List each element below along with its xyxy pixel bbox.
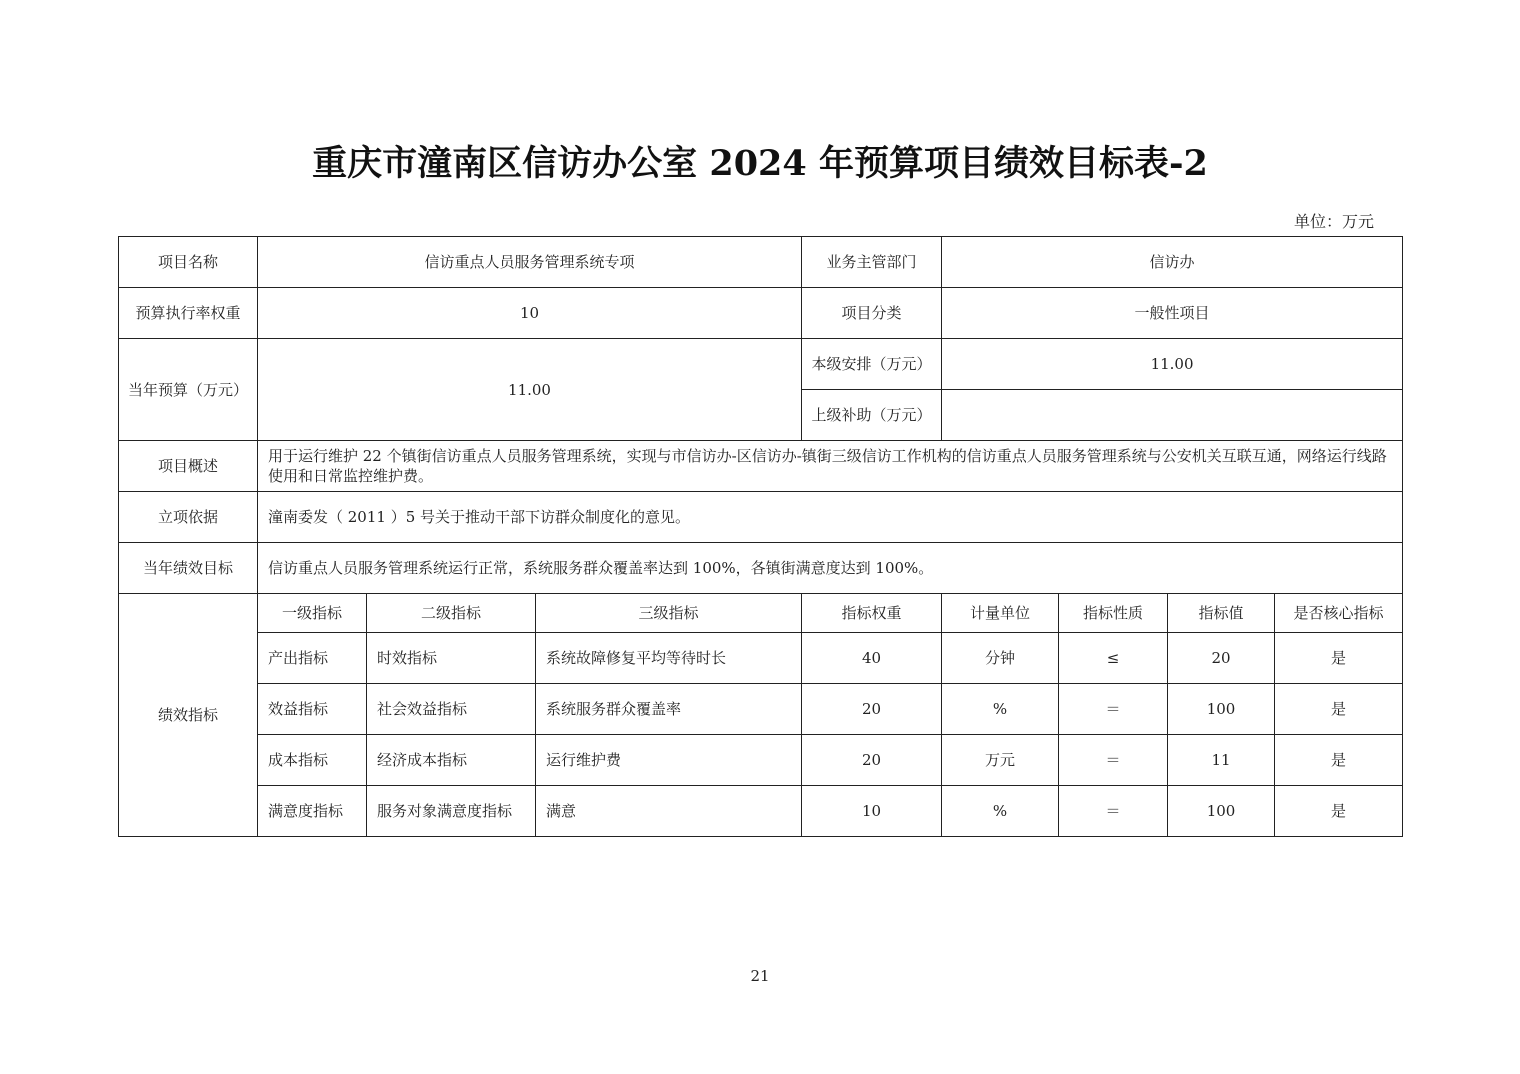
page-number: 21 bbox=[750, 967, 770, 985]
level3-cell: 系统故障修复平均等待时长 bbox=[536, 633, 802, 684]
level1-cell: 满意度指标 bbox=[258, 786, 367, 837]
project-name-label: 项目名称 bbox=[119, 237, 258, 288]
unit-cell: % bbox=[942, 684, 1059, 735]
budget-label: 当年预算（万元） bbox=[119, 339, 258, 441]
row-goal bbox=[119, 543, 1403, 594]
header-cell: 计量单位 bbox=[942, 594, 1059, 633]
header-cell: 指标性质 bbox=[1059, 594, 1168, 633]
row-exec-weight bbox=[119, 288, 1403, 339]
level3-cell: 系统服务群众覆盖率 bbox=[536, 684, 802, 735]
header-cell: 指标权重 bbox=[802, 594, 942, 633]
indicator-row bbox=[119, 786, 1403, 837]
goal-value: 信访重点人员服务管理系统运行正常，系统服务群众覆盖率达到 100%，各镇街满意度达到 100%。 bbox=[258, 543, 1403, 594]
value-cell: 100 bbox=[1168, 786, 1275, 837]
nature-cell: ＝ bbox=[1059, 684, 1168, 735]
level2-cell: 经济成本指标 bbox=[367, 735, 536, 786]
dept-value: 信访办 bbox=[942, 237, 1403, 288]
core-cell: 是 bbox=[1275, 786, 1403, 837]
exec-weight-label: 预算执行率权重 bbox=[119, 288, 258, 339]
core-cell: 是 bbox=[1275, 633, 1403, 684]
level3-cell: 满意 bbox=[536, 786, 802, 837]
core-cell: 是 bbox=[1275, 684, 1403, 735]
performance-table bbox=[118, 236, 1403, 837]
budget-value: 11.00 bbox=[258, 339, 802, 441]
header-cell: 二级指标 bbox=[367, 594, 536, 633]
level1-cell: 效益指标 bbox=[258, 684, 367, 735]
value-cell: 100 bbox=[1168, 684, 1275, 735]
local-label: 本级安排（万元） bbox=[802, 339, 942, 390]
row-basis bbox=[119, 492, 1403, 543]
unit-cell: 万元 bbox=[942, 735, 1059, 786]
weight-cell: 10 bbox=[802, 786, 942, 837]
dept-label: 业务主管部门 bbox=[802, 237, 942, 288]
level3-cell: 运行维护费 bbox=[536, 735, 802, 786]
page-title: 重庆市潼南区信访办公室 2024 年预算项目绩效目标表-2 bbox=[312, 143, 1208, 184]
value-cell: 11 bbox=[1168, 735, 1275, 786]
nature-cell: ＝ bbox=[1059, 786, 1168, 837]
nature-cell: ≤ bbox=[1059, 633, 1168, 684]
nature-cell: ＝ bbox=[1059, 735, 1168, 786]
overview-label: 项目概述 bbox=[119, 441, 258, 492]
weight-cell: 20 bbox=[802, 735, 942, 786]
level2-cell: 服务对象满意度指标 bbox=[367, 786, 536, 837]
level2-cell: 时效指标 bbox=[367, 633, 536, 684]
unit-cell: 分钟 bbox=[942, 633, 1059, 684]
indicator-header-row bbox=[119, 594, 1403, 633]
exec-weight-value: 10 bbox=[258, 288, 802, 339]
value-cell: 20 bbox=[1168, 633, 1275, 684]
header-cell: 三级指标 bbox=[536, 594, 802, 633]
indicator-row bbox=[119, 633, 1403, 684]
goal-label: 当年绩效目标 bbox=[119, 543, 258, 594]
indicators-label: 绩效指标 bbox=[119, 594, 258, 837]
indicator-row bbox=[119, 684, 1403, 735]
core-cell: 是 bbox=[1275, 735, 1403, 786]
weight-cell: 20 bbox=[802, 684, 942, 735]
header-cell: 一级指标 bbox=[258, 594, 367, 633]
basis-value: 潼南委发（ 2011 ）5 号关于推动干部下访群众制度化的意见。 bbox=[258, 492, 1403, 543]
category-value: 一般性项目 bbox=[942, 288, 1403, 339]
overview-value: 用于运行维护 22 个镇街信访重点人员服务管理系统，实现与市信访办-区信访办-镇街三级信访工作机构的信访重点人员服务管理系统与公安机关互联互通，网络运行线路使用和日常监控维护费。 bbox=[258, 441, 1403, 492]
unit-label: 单位：万元 bbox=[1293, 212, 1374, 231]
upper-value bbox=[942, 390, 1403, 441]
unit-cell: % bbox=[942, 786, 1059, 837]
header-cell: 是否核心指标 bbox=[1275, 594, 1403, 633]
indicator-row bbox=[119, 735, 1403, 786]
row-overview bbox=[119, 441, 1403, 492]
row-budget bbox=[119, 339, 1403, 390]
level2-cell: 社会效益指标 bbox=[367, 684, 536, 735]
basis-label: 立项依据 bbox=[119, 492, 258, 543]
level1-cell: 产出指标 bbox=[258, 633, 367, 684]
local-value: 11.00 bbox=[942, 339, 1403, 390]
header-cell: 指标值 bbox=[1168, 594, 1275, 633]
project-name-value: 信访重点人员服务管理系统专项 bbox=[258, 237, 802, 288]
upper-label: 上级补助（万元） bbox=[802, 390, 942, 441]
category-label: 项目分类 bbox=[802, 288, 942, 339]
level1-cell: 成本指标 bbox=[258, 735, 367, 786]
row-project-name bbox=[119, 237, 1403, 288]
weight-cell: 40 bbox=[802, 633, 942, 684]
